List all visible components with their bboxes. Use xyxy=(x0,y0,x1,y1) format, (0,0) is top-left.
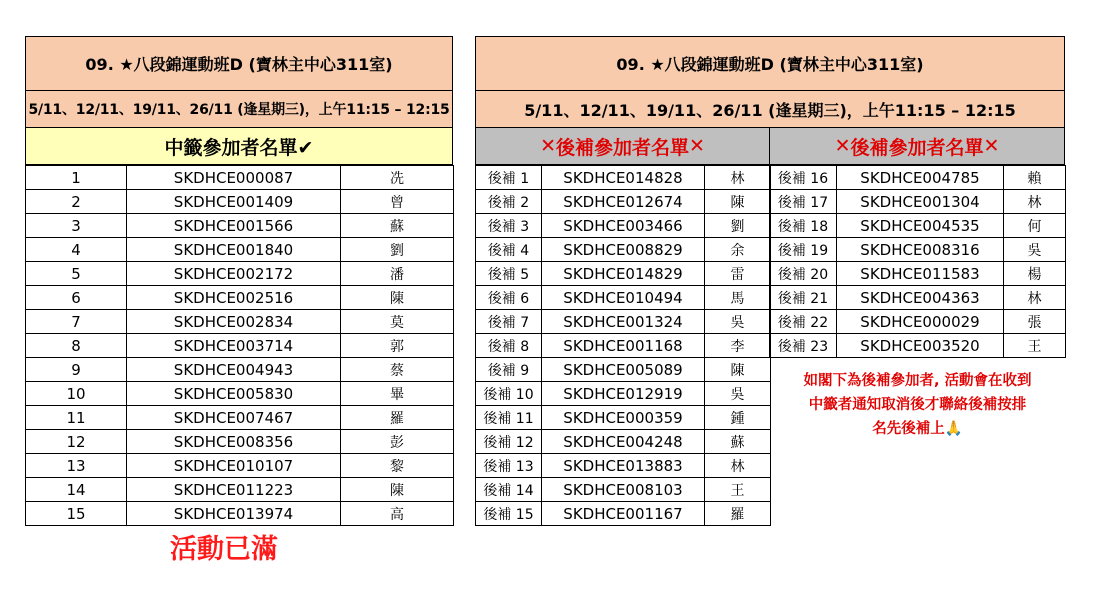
row-number: 4 xyxy=(26,238,127,262)
right-title xyxy=(475,36,1065,91)
member-surname: 雷 xyxy=(705,262,771,286)
right-title-text: 09. ★八段錦運動班D (寶林主中心311室) xyxy=(616,55,924,74)
row-number: 12 xyxy=(26,430,127,454)
row-number: 10 xyxy=(26,382,127,406)
member-surname: 王 xyxy=(705,478,771,502)
table-row xyxy=(770,214,1066,238)
row-number: 後補 20 xyxy=(770,262,837,286)
member-surname: 馬 xyxy=(705,286,771,310)
row-number: 後補 11 xyxy=(476,406,542,430)
table-row xyxy=(476,310,771,334)
table-row xyxy=(476,406,771,430)
member-id: SKDHCE005830 xyxy=(127,382,341,406)
row-number: 後補 1 xyxy=(476,166,542,190)
member-surname: 鍾 xyxy=(705,406,771,430)
waitlist-note xyxy=(770,369,1065,441)
member-surname: 林 xyxy=(705,454,771,478)
table-row xyxy=(26,262,454,286)
waitlist-note-line: 如閣下為後補參加者, 活動會在收到 xyxy=(803,373,1032,389)
member-surname: 羅 xyxy=(341,406,454,430)
member-id: SKDHCE010107 xyxy=(127,454,341,478)
table-row xyxy=(26,478,454,502)
left-title-text: 09. ★八段錦運動班D (寶林主中心311室) xyxy=(85,55,393,74)
left-dates xyxy=(25,90,453,128)
table-row xyxy=(476,238,771,262)
member-surname: 蘇 xyxy=(341,214,454,238)
member-id: SKDHCE005089 xyxy=(542,358,705,382)
member-surname: 吳 xyxy=(705,382,771,406)
row-number: 後補 17 xyxy=(770,190,837,214)
member-id: SKDHCE004535 xyxy=(837,214,1004,238)
row-number: 後補 4 xyxy=(476,238,542,262)
table-row xyxy=(26,358,454,382)
member-surname: 王 xyxy=(1004,334,1066,358)
member-surname: 陳 xyxy=(705,358,771,382)
winners-table-body xyxy=(26,166,454,526)
member-surname: 李 xyxy=(705,334,771,358)
row-number: 後補 18 xyxy=(770,214,837,238)
table-row xyxy=(770,334,1066,358)
member-id: SKDHCE008356 xyxy=(127,430,341,454)
member-surname: 余 xyxy=(705,238,771,262)
member-id: SKDHCE004785 xyxy=(837,166,1004,190)
row-number: 14 xyxy=(26,478,127,502)
member-id: SKDHCE007467 xyxy=(127,406,341,430)
member-id: SKDHCE001324 xyxy=(542,310,705,334)
member-surname: 張 xyxy=(1004,310,1066,334)
right-dates xyxy=(475,90,1065,128)
member-surname: 潘 xyxy=(341,262,454,286)
row-number: 後補 9 xyxy=(476,358,542,382)
member-id: SKDHCE001304 xyxy=(837,190,1004,214)
table-row xyxy=(26,214,454,238)
member-surname: 蘇 xyxy=(705,430,771,454)
table-row xyxy=(26,502,454,526)
member-surname: 冼 xyxy=(341,166,454,190)
member-surname: 莫 xyxy=(341,310,454,334)
member-id: SKDHCE011223 xyxy=(127,478,341,502)
member-id: SKDHCE010494 xyxy=(542,286,705,310)
row-number: 9 xyxy=(26,358,127,382)
row-number: 11 xyxy=(26,406,127,430)
waitlist-note-line: 名先後補上🙏 xyxy=(872,421,963,437)
table-row xyxy=(476,430,771,454)
member-surname: 高 xyxy=(341,502,454,526)
member-surname: 陳 xyxy=(705,190,771,214)
member-id: SKDHCE003520 xyxy=(837,334,1004,358)
member-id: SKDHCE011583 xyxy=(837,262,1004,286)
member-id: SKDHCE004363 xyxy=(837,286,1004,310)
row-number: 後補 22 xyxy=(770,310,837,334)
waitlist-b-label: 後補參加者名單 xyxy=(850,136,984,159)
member-surname: 楊 xyxy=(1004,262,1066,286)
table-row xyxy=(476,478,771,502)
winners-table xyxy=(25,165,454,526)
row-number: 後補 6 xyxy=(476,286,542,310)
member-id: SKDHCE013883 xyxy=(542,454,705,478)
member-id: SKDHCE014828 xyxy=(542,166,705,190)
row-number: 後補 21 xyxy=(770,286,837,310)
member-id: SKDHCE000087 xyxy=(127,166,341,190)
member-surname: 劉 xyxy=(341,238,454,262)
member-id: SKDHCE004943 xyxy=(127,358,341,382)
row-number: 8 xyxy=(26,334,127,358)
table-row xyxy=(770,286,1066,310)
cross-icon: ✕ xyxy=(834,135,851,157)
row-number: 6 xyxy=(26,286,127,310)
row-number: 後補 12 xyxy=(476,430,542,454)
row-number: 後補 7 xyxy=(476,310,542,334)
member-id: SKDHCE008103 xyxy=(542,478,705,502)
member-id: SKDHCE002516 xyxy=(127,286,341,310)
table-row xyxy=(476,190,771,214)
row-number: 後補 16 xyxy=(770,166,837,190)
member-surname: 林 xyxy=(1004,190,1066,214)
row-number: 後補 2 xyxy=(476,190,542,214)
row-number: 15 xyxy=(26,502,127,526)
member-id: SKDHCE004248 xyxy=(542,430,705,454)
table-row xyxy=(26,310,454,334)
row-number: 13 xyxy=(26,454,127,478)
member-id: SKDHCE001566 xyxy=(127,214,341,238)
member-id: SKDHCE012674 xyxy=(542,190,705,214)
row-number: 後補 10 xyxy=(476,382,542,406)
table-row xyxy=(476,502,771,526)
member-id: SKDHCE000029 xyxy=(837,310,1004,334)
member-surname: 吳 xyxy=(705,310,771,334)
member-id: SKDHCE001409 xyxy=(127,190,341,214)
member-surname: 陳 xyxy=(341,286,454,310)
waitlist-b-table-body xyxy=(770,166,1066,358)
row-number: 後補 15 xyxy=(476,502,542,526)
row-number: 7 xyxy=(26,310,127,334)
table-row xyxy=(26,430,454,454)
member-id: SKDHCE014829 xyxy=(542,262,705,286)
member-id: SKDHCE003466 xyxy=(542,214,705,238)
row-number: 2 xyxy=(26,190,127,214)
member-id: SKDHCE012919 xyxy=(542,382,705,406)
member-id: SKDHCE003714 xyxy=(127,334,341,358)
table-row xyxy=(26,454,454,478)
table-row xyxy=(26,166,454,190)
member-surname: 黎 xyxy=(341,454,454,478)
member-id: SKDHCE001168 xyxy=(542,334,705,358)
member-surname: 蔡 xyxy=(341,358,454,382)
member-id: SKDHCE013974 xyxy=(127,502,341,526)
table-row xyxy=(476,334,771,358)
member-id: SKDHCE001840 xyxy=(127,238,341,262)
waitlist-b-table xyxy=(769,165,1066,358)
table-row xyxy=(476,166,771,190)
member-surname: 曾 xyxy=(341,190,454,214)
table-row xyxy=(770,166,1066,190)
row-number: 5 xyxy=(26,262,127,286)
table-row xyxy=(26,382,454,406)
table-row xyxy=(476,286,771,310)
member-surname: 陳 xyxy=(341,478,454,502)
member-id: SKDHCE000359 xyxy=(542,406,705,430)
row-number: 1 xyxy=(26,166,127,190)
member-surname: 賴 xyxy=(1004,166,1066,190)
table-row xyxy=(476,454,771,478)
member-id: SKDHCE002172 xyxy=(127,262,341,286)
waitlist-a-table xyxy=(475,165,771,526)
left-section-header xyxy=(25,127,453,165)
member-surname: 林 xyxy=(1004,286,1066,310)
activity-full-label: 活動已滿 xyxy=(170,534,278,565)
table-row xyxy=(770,310,1066,334)
member-id: SKDHCE008829 xyxy=(542,238,705,262)
left-title xyxy=(25,36,453,91)
table-row xyxy=(476,358,771,382)
table-row xyxy=(26,190,454,214)
row-number: 後補 19 xyxy=(770,238,837,262)
table-row xyxy=(26,334,454,358)
member-id: SKDHCE002834 xyxy=(127,310,341,334)
cross-icon: ✕ xyxy=(540,135,556,157)
member-surname: 畢 xyxy=(341,382,454,406)
left-dates-text: 5/11、12/11、19/11、26/11 (逢星期三)，上午11:15 – 12:15 xyxy=(28,102,450,118)
row-number: 後補 5 xyxy=(476,262,542,286)
waitlist-b-header xyxy=(769,127,1065,165)
waitlist-a-label: 後補參加者名單 xyxy=(555,136,689,159)
member-id: SKDHCE008316 xyxy=(837,238,1004,262)
row-number: 後補 13 xyxy=(476,454,542,478)
member-surname: 彭 xyxy=(341,430,454,454)
waitlist-note-line: 中籤者通知取消後才聯絡後補按排 xyxy=(808,397,1027,413)
waitlist-a-header xyxy=(475,127,770,165)
table-row xyxy=(770,190,1066,214)
member-surname: 郭 xyxy=(341,334,454,358)
row-number: 後補 23 xyxy=(770,334,837,358)
table-row xyxy=(26,238,454,262)
member-surname: 吳 xyxy=(1004,238,1066,262)
table-row xyxy=(476,214,771,238)
member-id: SKDHCE001167 xyxy=(542,502,705,526)
table-row xyxy=(770,238,1066,262)
left-section-label: 中籤參加者名單✔ xyxy=(164,136,314,159)
cross-icon: ✕ xyxy=(689,135,705,157)
row-number: 後補 8 xyxy=(476,334,542,358)
table-row xyxy=(476,262,771,286)
member-surname: 劉 xyxy=(705,214,771,238)
cross-icon: ✕ xyxy=(983,135,1000,157)
right-dates-text: 5/11、12/11、19/11、26/11 (逢星期三)，上午11:15 – 12:15 xyxy=(524,100,1016,120)
table-row xyxy=(26,406,454,430)
row-number: 3 xyxy=(26,214,127,238)
member-surname: 何 xyxy=(1004,214,1066,238)
table-row xyxy=(476,382,771,406)
row-number: 後補 3 xyxy=(476,214,542,238)
member-surname: 林 xyxy=(705,166,771,190)
waitlist-a-table-body xyxy=(476,166,771,526)
member-surname: 羅 xyxy=(705,502,771,526)
table-row xyxy=(26,286,454,310)
row-number: 後補 14 xyxy=(476,478,542,502)
table-row xyxy=(770,262,1066,286)
